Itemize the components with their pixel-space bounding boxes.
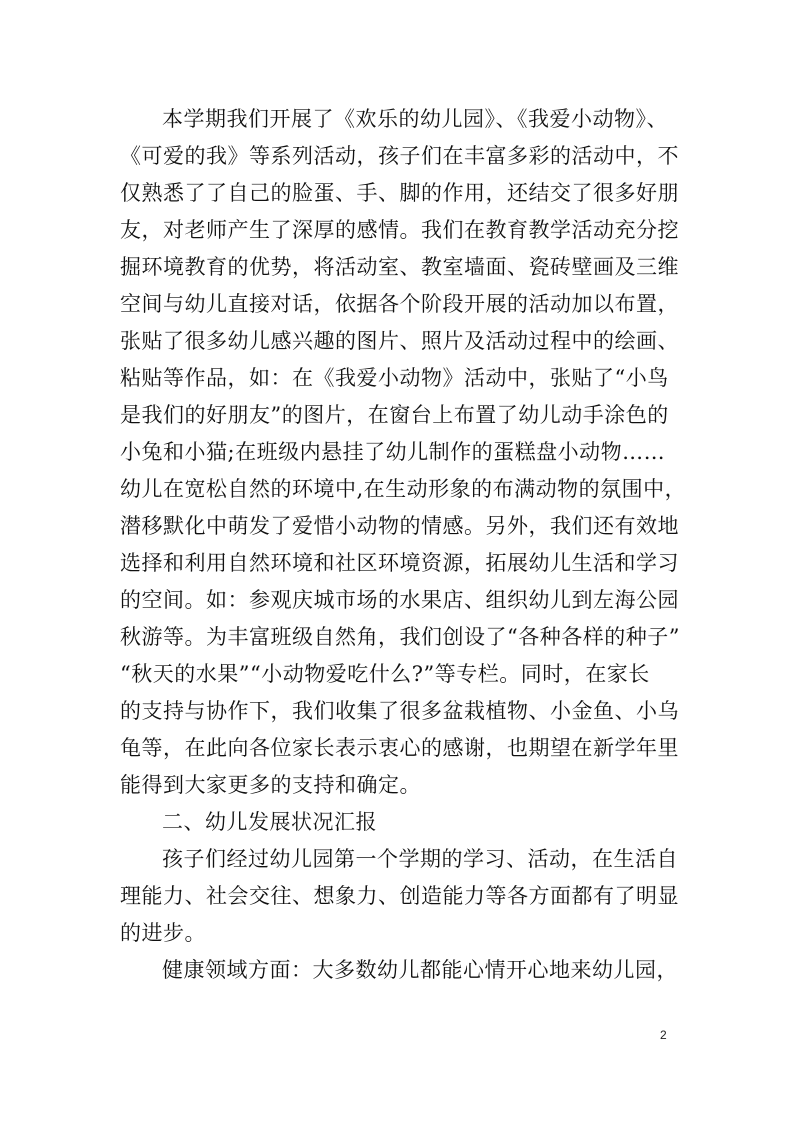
text-line: 张贴了很多幼儿感兴趣的图片、照片及活动过程中的绘画、 [120,329,679,353]
text-line: 幼儿在宽松自然的环境中,在生动形象的布满动物的氛围中， [120,477,687,501]
text-line: 《可爱的我》等系列活动，孩子们在丰富多彩的活动中，不 [120,144,679,168]
text-line: 孩子们经过幼儿园第一个学期的学习、活动，在生活自 [162,847,678,871]
text-line: 空间与幼儿直接对话，依据各个阶段开展的活动加以布置， [120,292,679,316]
text-line: 掘环境教育的优势，将活动室、教室墙面、瓷砖壁画及三维 [120,255,679,279]
text-line: 的空间。如：参观庆城市场的水果店、组织幼儿到左海公园 [120,588,679,612]
text-line: 健康领域方面：大多数幼儿都能心情开心地来幼儿园， [162,958,678,982]
text-line: 理能力、社会交往、想象力、创造能力等各方面都有了明显 [120,884,679,908]
text-line: 友，对老师产生了深厚的感情。我们在教育教学活动充分挖 [120,218,679,242]
text-line: 潜移默化中萌发了爱惜小动物的情感。另外，我们还有效地 [120,514,679,538]
text-line: 本学期我们开展了《欢乐的幼儿园》、《我爱小动物》、 [162,107,668,131]
text-line: 选择和利用自然环境和社区环境资源，拓展幼儿生活和学习 [120,551,679,575]
text-line: 粘贴等作品，如：在《我爱小动物》活动中，张贴了“小鸟 [120,366,669,390]
section-heading: 二、幼儿发展状况汇报 [162,810,377,834]
text-line: 小兔和小猫;在班级内悬挂了幼儿制作的蛋糕盘小动物…… [120,440,666,464]
text-line: “秋天的水果”“小动物爱吃什么?”等专栏。同时，在家长 [120,662,650,686]
text-line: 的进步。 [120,921,206,945]
page-number: 2 [660,1028,667,1042]
text-line: 能得到大家更多的支持和确定。 [120,773,421,797]
text-line: 仅熟悉了了自己的脸蛋、手、脚的作用，还结交了很多好朋 [120,181,679,205]
text-line: 的支持与协作下，我们收集了很多盆栽植物、小金鱼、小乌 [120,699,679,723]
text-line: 龟等，在此向各位家长表示衷心的感谢，也期望在新学年里 [120,736,679,760]
text-line: 秋游等。为丰富班级自然角，我们创设了“各种各样的种子” [120,625,680,649]
text-line: 是我们的好朋友”的图片，在窗台上布置了幼儿动手涂色的 [120,403,669,427]
